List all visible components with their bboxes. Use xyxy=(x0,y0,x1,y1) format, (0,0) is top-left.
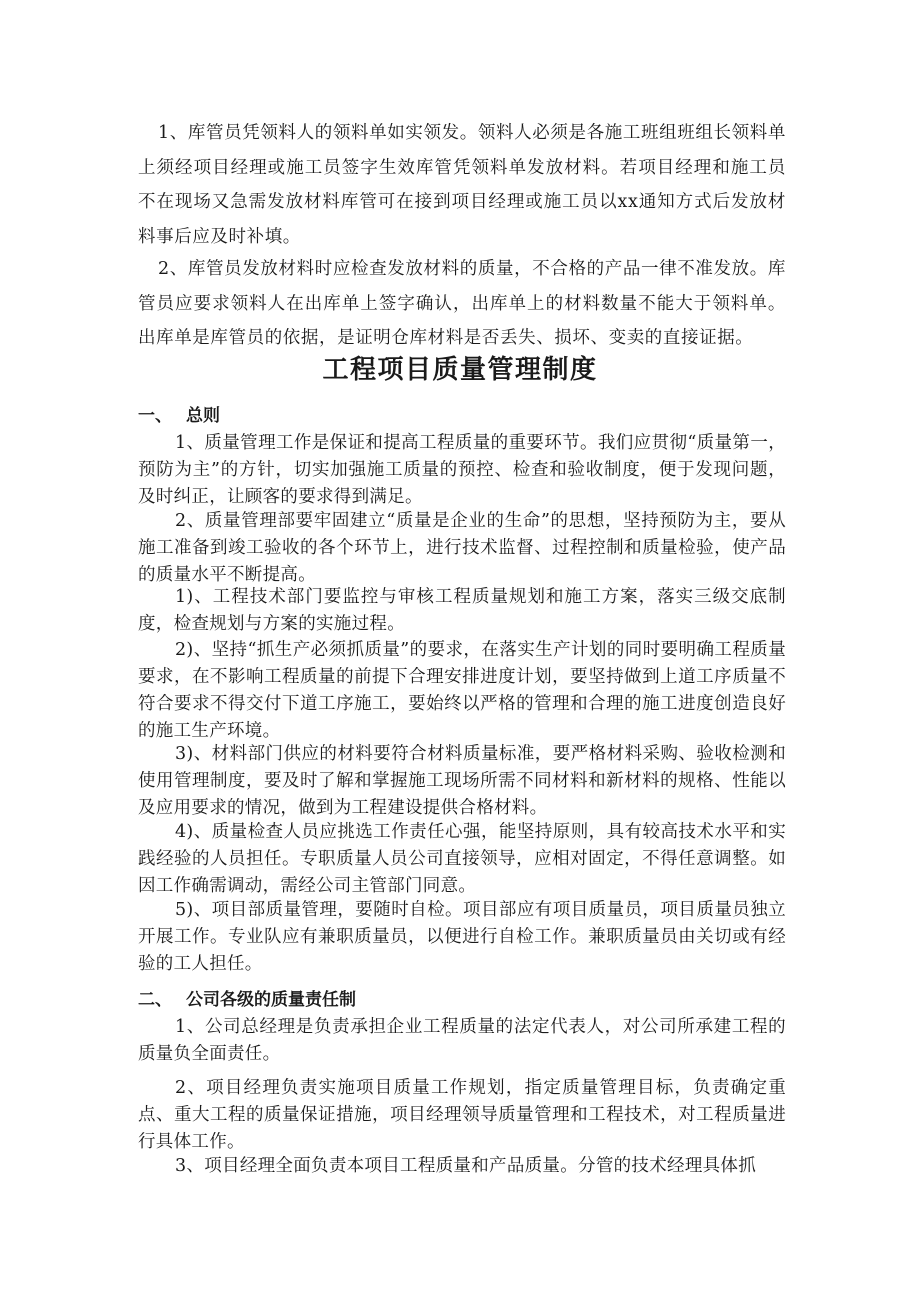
section-1-paragraph-2: 2、质量管理部要牢固建立“质量是企业的生命”的思想，坚持预防为主，要从施工准备到竣工验收的各个环节上，进行技术监督、过程控制和质量检验，使产品的质量水平不断提高。 xyxy=(138,511,786,585)
section-2-heading xyxy=(138,987,356,1014)
section-1-heading xyxy=(138,403,220,430)
section-1-paragraph-6: 4)、质量检查人员应挑选工作责任心强，能坚持原则，具有较高技术水平和实践经验的人员担任。专职质量人员公司直接领导，应相对固定，不得任意调整。如因工作确需调动，需经公司主管部门同意。 xyxy=(138,822,786,896)
section-1-paragraph-4: 2)、坚持“抓生产必须抓质量”的要求，在落实生产计划的同时要明确工程质量要求，在不影响工程质量的前提下合理安排进度计划，要坚持做到上道工序质量不符合要求不得交付下道工序施工，要始终以严格的管理和合理的施工进度创造良好的施工生产环境。 xyxy=(138,640,786,741)
intro-paragraph-2: 2、库管员发放材料时应检查发放材料的质量，不合格的产品一律不准发放。库管员应要求领料人在出库单上签字确认，出库单上的材料数量不能大于领料单。出库单是库管员的依据，是证明仓库材料是否丢失、损坏、变卖的直接证据。 xyxy=(138,259,786,348)
section-2-paragraph-2: 2、项目经理负责实施项目质量工作规划，指定质量管理目标，负责确定重点、重大工程的质量保证措施，项目经理领导质量管理和工程技术，对工程质量进行具体工作。 xyxy=(138,1078,786,1152)
section-1-paragraph-1: 1、质量管理工作是保证和提高工程质量的重要环节。我们应贯彻“质量第一，预防为主”的方针，切实加强施工质量的预控、检查和验收制度，便于发现问题，及时纠正，让顾客的要求得到满足。 xyxy=(138,433,786,507)
section-1-title: 总则 xyxy=(186,406,220,426)
intro-paragraph-1: 1、库管员凭领料人的领料单如实领发。领料人必须是各施工班组班组长领料单上须经项目经理或施工员签字生效库管凭领料单发放材料。若项目经理和施工员不在现场又急需发放材料库管可在接到项目经理或施工员以xx通知方式后发放材料事后应及时补填。 xyxy=(138,123,786,247)
section-1-number: 一、 xyxy=(138,406,172,426)
section-2-paragraph-3: 3、项目经理全面负责本项目工程质量和产品质量。分管的技术经理具体抓 xyxy=(175,1156,757,1176)
section-1-paragraph-5: 3)、材料部门供应的材料要符合材料质量标准，要严格材料采购、验收检测和使用管理制度，要及时了解和掌握施工现场所需不同材料和新材料的规格、性能以及应用要求的情况，做到为工程建设提供合格材料。 xyxy=(138,744,786,818)
section-2-title: 公司各级的质量责任制 xyxy=(186,990,356,1010)
document-title: 工程项目质量管理制度 xyxy=(322,355,598,385)
section-1-paragraph-3: 1)、工程技术部门要监控与审核工程质量规划和施工方案，落实三级交底制度，检查规划与方案的实施过程。 xyxy=(138,587,786,634)
section-2-paragraph-1: 1、公司总经理是负责承担企业工程质量的法定代表人，对公司所承建工程的质量负全面责任。 xyxy=(138,1017,786,1064)
section-2-number: 二、 xyxy=(138,990,172,1010)
section-1-paragraph-7: 5)、项目部质量管理，要随时自检。项目部应有项目质量员，项目质量员独立开展工作。专业队应有兼职质量员，以便进行自检工作。兼职质量员由关切或有经验的工人担任。 xyxy=(138,900,786,974)
